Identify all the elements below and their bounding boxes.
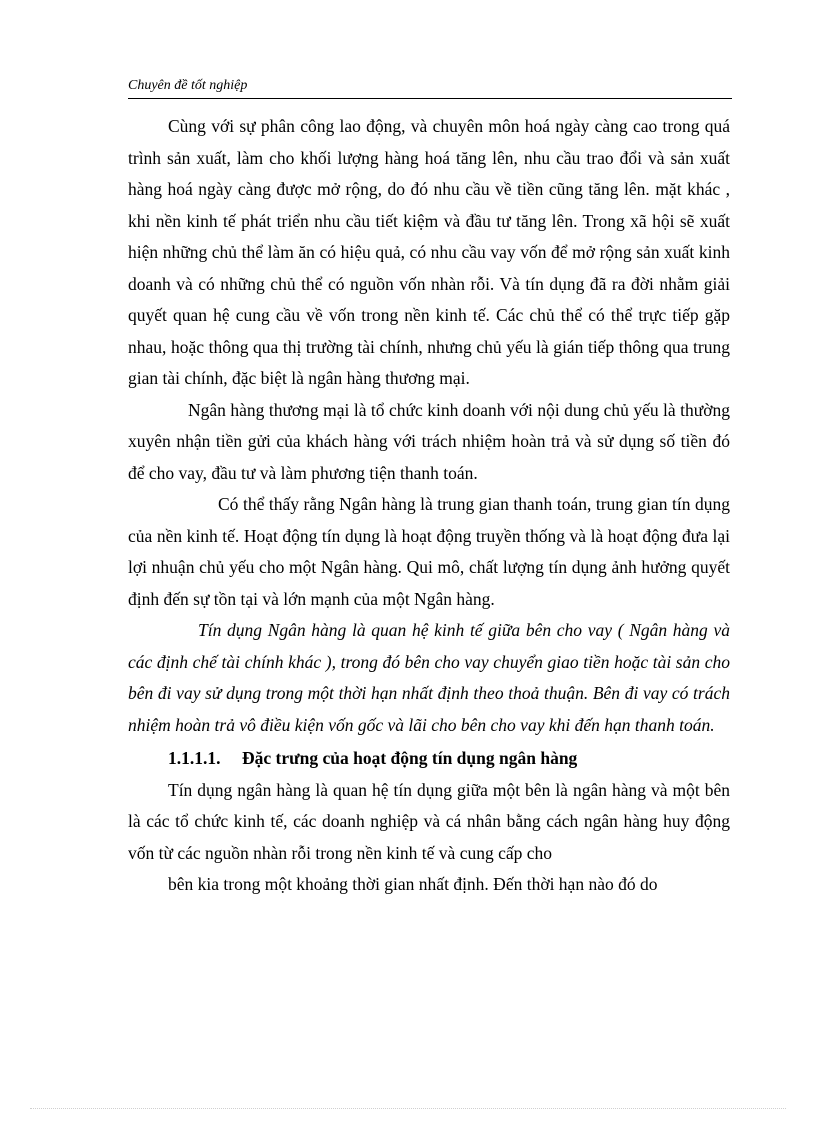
section-heading xyxy=(128,743,730,775)
document-body xyxy=(128,111,730,901)
section-title: Đặc trưng của hoạt động tín dụng ngân hàng xyxy=(242,748,578,768)
paragraph-commercial-bank: Ngân hàng thương mại là tổ chức kinh doanh với nội dung chủ yếu là thường xuyên nhận tiền gửi của khách hàng với trách nhiệm hoàn trả và sử dụng số tiền đó để cho vay, đầu tư và làm phương tiện thanh toán. xyxy=(128,399,730,483)
footer-divider xyxy=(30,1108,786,1109)
section-number: 1.1.1.1. xyxy=(168,748,221,768)
page-header xyxy=(128,78,732,99)
paragraph-bank-intermediary: Có thể thấy rằng Ngân hàng là trung gian thanh toán, trung gian tín dụng của nền kinh tế. Hoạt động tín dụng là hoạt động truyền thống và là hoạt động đưa lại lợi nhuận chủ yếu cho một Ngân hàng. Qui mô, chất lượng tín dụng ảnh hưởng quyết định đến sự tồn tại và lớn mạnh của một Ngân hàng. xyxy=(128,494,730,609)
paragraph-credit-definition: Tín dụng Ngân hàng là quan hệ kinh tế giữa bên cho vay ( Ngân hàng và các định chế tài chính khác ), trong đó bên cho vay chuyển giao tiền hoặc tài sản cho bên đi vay sử dụng trong một thời hạn nhất định theo thoả thuận. Bên đi vay có trách nhiệm hoàn trả vô điều kiện vốn gốc và lãi cho bên cho vay khi đến hạn thanh toán. xyxy=(128,620,730,735)
paragraph-credit-origin: Cùng với sự phân công lao động, và chuyên môn hoá ngày càng cao trong quá trình sản xuất, làm cho khối lượng hàng hoá tăng lên, nhu cầu trao đổi và sản xuất hàng hoá ngày càng được mở rộng, do đó nhu cầu về tiền cũng tăng lên. mặt khác , khi nền kinh tế phát triển nhu cầu tiết kiệm và đầu tư tăng lên. Trong xã hội sẽ xuất hiện những chủ thể làm ăn có hiệu quả, có nhu cầu vay vốn để mở rộng sản xuất kinh doanh và có những chủ thể có nguồn vốn nhàn rỗi. Và tín dụng đã ra đời nhằm giải quyết quan hệ cung cầu về vốn trong nền kinh tế. Các chủ thể có thể trực tiếp gặp nhau, hoặc thông qua thị trường tài chính, nhưng chủ yếu là gián tiếp thông qua trung gian tài chính, đặc biệt là ngân hàng thương mại. xyxy=(128,116,730,388)
paragraph-bank-credit: Tín dụng ngân hàng là quan hệ tín dụng giữa một bên là ngân hàng và một bên là các tổ chức kinh tế, các doanh nghiệp và cá nhân bằng cách ngân hàng huy động vốn từ các nguồn nhàn rỗi trong nền kinh tế và cung cấp cho xyxy=(128,779,730,863)
paragraph-continuation: bên kia trong một khoảng thời gian nhất định. Đến thời hạn nào đó do xyxy=(168,874,658,894)
header-title: Chuyên đề tốt nghiệp xyxy=(128,78,248,93)
